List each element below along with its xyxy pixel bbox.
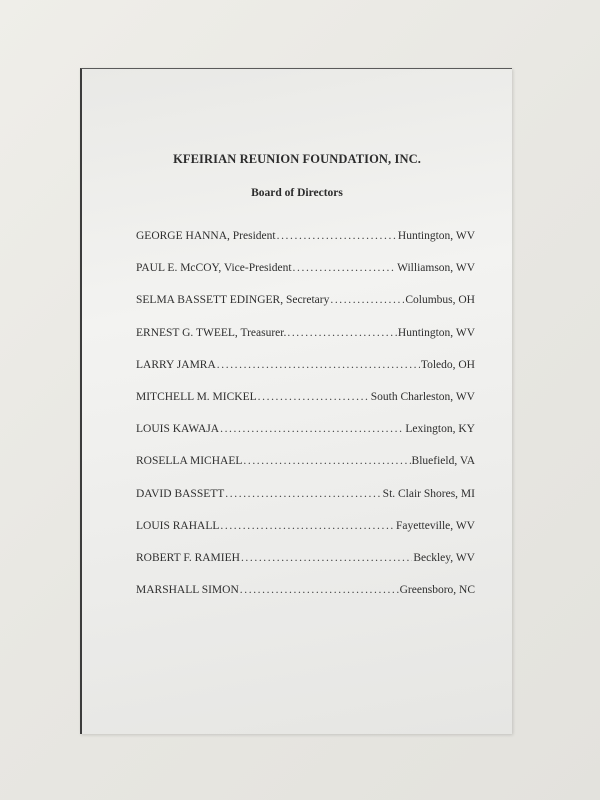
director-row <box>136 584 475 616</box>
dot-leader <box>240 584 399 596</box>
director-row <box>136 552 475 584</box>
dot-leader <box>241 552 412 564</box>
director-location: Beckley, WV <box>413 551 475 564</box>
director-location: Huntington, WV <box>397 326 475 339</box>
director-location: St. Clair Shores, MI <box>382 487 475 500</box>
director-row <box>136 391 475 423</box>
dot-leader <box>277 230 397 242</box>
director-row <box>136 294 475 326</box>
director-location: Columbus, OH <box>405 294 475 307</box>
dot-leader <box>225 488 381 500</box>
director-row <box>136 488 475 520</box>
director-name: SELMA BASSETT EDINGER, Secretary <box>136 294 330 307</box>
dot-leader <box>243 455 410 467</box>
director-location: Williamson, WV <box>397 262 475 275</box>
director-name: PAUL E. McCOY, Vice-President <box>136 262 292 275</box>
document-title: KFEIRIAN REUNION FOUNDATION, INC. <box>173 152 421 166</box>
document-page <box>80 68 512 734</box>
director-name: ERNEST G. TWEEL, Treasurer. <box>136 326 287 339</box>
director-row <box>136 423 475 455</box>
dot-leader <box>258 391 370 403</box>
dot-leader <box>217 359 420 371</box>
director-name: LARRY JAMRA <box>136 358 216 371</box>
director-name: MITCHELL M. MICKEL <box>136 390 257 403</box>
director-name: ROBERT F. RAMIEH <box>136 551 240 564</box>
director-location: Huntington, WV <box>397 230 475 242</box>
director-location: South Charleston, WV <box>370 390 475 403</box>
director-row <box>136 455 475 487</box>
director-name: LOUIS RAHALL <box>136 519 220 532</box>
director-location: Bluefield, VA <box>411 455 475 468</box>
director-name: MARSHALL SIMON <box>136 584 239 597</box>
dot-leader <box>287 327 397 339</box>
director-location: Greensboro, NC <box>399 584 475 597</box>
dot-leader <box>220 520 395 532</box>
dot-leader <box>293 262 397 274</box>
director-location: Toledo, OH <box>420 358 475 371</box>
dot-leader <box>330 294 404 306</box>
director-location: Lexington, KY <box>405 423 475 436</box>
dot-leader <box>220 423 404 435</box>
director-name: DAVID BASSETT <box>136 487 225 500</box>
director-row <box>136 230 475 262</box>
director-name: LOUIS KAWAJA <box>136 423 220 436</box>
director-row <box>136 359 475 391</box>
director-row <box>136 327 475 359</box>
director-name: GEORGE HANNA, President <box>136 230 276 242</box>
director-name: ROSELLA MICHAEL <box>136 455 243 468</box>
directors-list <box>136 230 475 616</box>
director-row <box>136 520 475 552</box>
director-location: Fayetteville, WV <box>396 519 475 532</box>
document-subtitle: Board of Directors <box>251 187 343 199</box>
director-row <box>136 262 475 294</box>
